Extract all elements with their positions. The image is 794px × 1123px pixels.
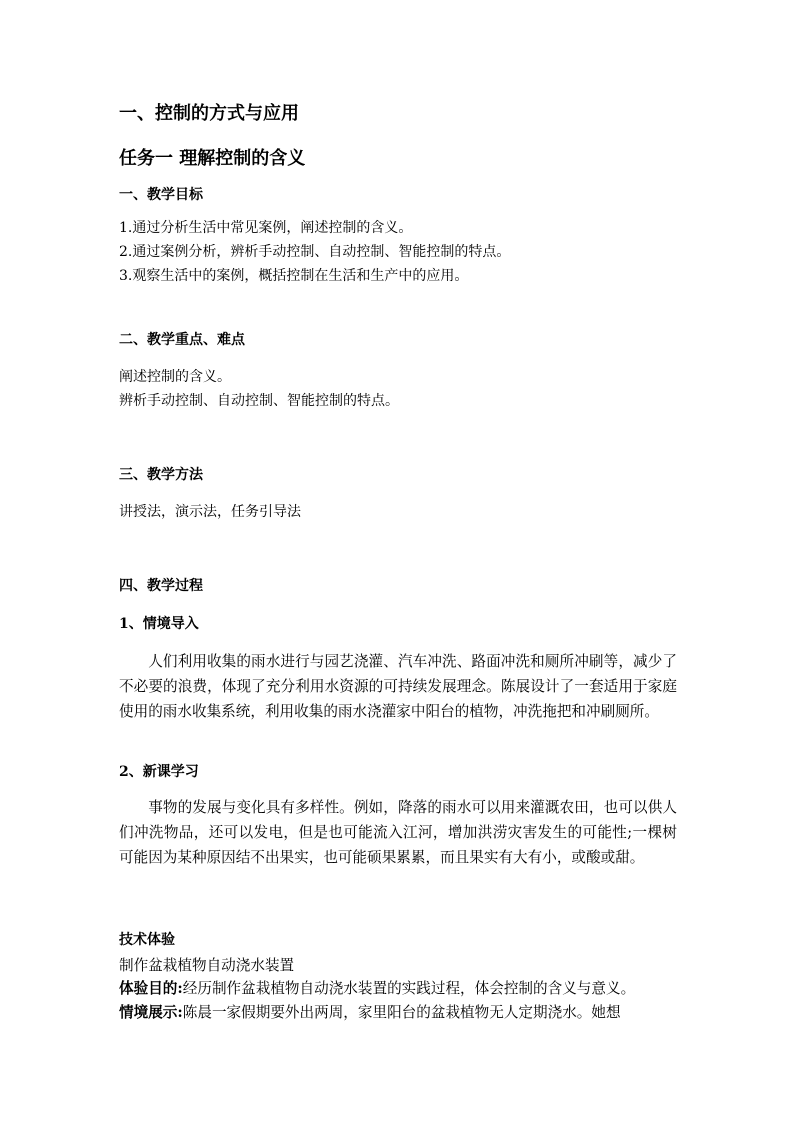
purpose-text: 经历制作盆栽植物自动浇水装置的实践过程，体会控制的含义与意义。 [182, 980, 636, 997]
intro-heading: 1、情境导入 [119, 616, 199, 632]
experience-subheading: 制作盆栽植物自动浇水装置 [119, 957, 295, 974]
experience-purpose [119, 977, 635, 998]
intro-paragraph: 人们利用收集的雨水进行与园艺浇灌、汽车冲洗、路面冲洗和厕所冲刷等，减少了不必要的浪费，体现了充分利用水资源的可持续发展理念。陈展设计了一套适用于家庭使用的雨水收集系统，利用收集的雨水浇灌家中阳台的植物，冲洗拖把和冲刷厕所。 [119, 653, 677, 720]
key-point-item: 辨析手动控制、自动控制、智能控制的特点。 [119, 393, 399, 409]
methods-heading: 三、教学方法 [119, 467, 203, 483]
objective-item: 1.通过分析生活中常见案例，阐述控制的含义。 [119, 220, 413, 236]
process-heading: 四、教学过程 [119, 578, 203, 594]
scene-label: 情境展示: [119, 1004, 183, 1021]
objectives-heading: 一、教学目标 [119, 187, 203, 203]
objective-item: 3.观察生活中的案例，概括控制在生活和生产中的应用。 [119, 268, 469, 284]
key-point-item: 阐述控制的含义。 [119, 369, 231, 385]
purpose-label: 体验目的: [119, 980, 183, 997]
experience-heading: 技术体验 [119, 932, 175, 948]
document-title: 一、控制的方式与应用 [119, 103, 299, 124]
new-lesson-paragraph: 事物的发展与变化具有多样性。例如，降落的雨水可以用来灌溉农田，也可以供人们冲洗物品，还可以发电，但是也可能流入江河，增加洪涝灾害发生的可能性;一棵树可能因为某种原因结不出果实，也可能硕果累累，而且果实有大有小，或酸或甜。 [119, 799, 677, 866]
methods-text: 讲授法，演示法，任务引导法 [119, 504, 301, 520]
new-lesson-heading: 2、新课学习 [119, 764, 199, 780]
objective-item: 2.通过案例分析，辨析手动控制、自动控制、智能控制的特点。 [119, 244, 511, 260]
experience-scene [119, 1001, 621, 1022]
task-title: 任务一 理解控制的含义 [119, 148, 306, 169]
scene-text: 陈晨一家假期要外出两周，家里阳台的盆栽植物无人定期浇水。她想 [182, 1004, 621, 1021]
key-points-heading: 二、教学重点、难点 [119, 332, 245, 348]
